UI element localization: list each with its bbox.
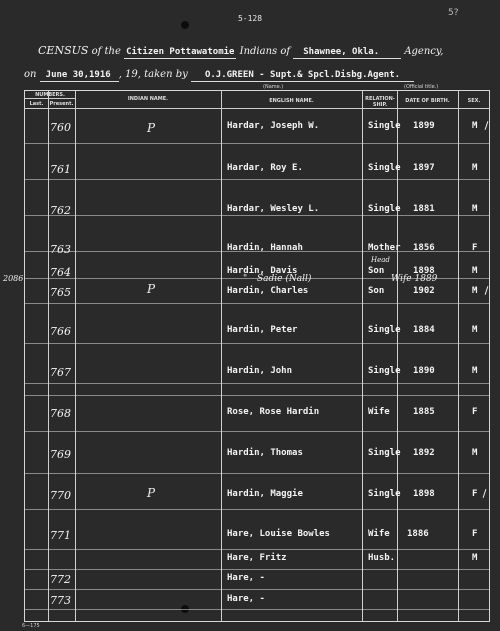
census-table bbox=[3, 90, 490, 622]
english-name: Hare, Fritz bbox=[227, 553, 287, 563]
official-name: O.J.GREEN - Supt.& Spcl.Disbg.Agent. bbox=[191, 70, 414, 82]
indian-name-header: INDIAN NAME. bbox=[127, 96, 169, 102]
sex: M bbox=[472, 366, 478, 376]
official-title-caption: (Official title.) bbox=[404, 84, 439, 90]
present-number: 762 bbox=[50, 204, 71, 217]
p-mark: P bbox=[147, 121, 156, 135]
binder-hole bbox=[181, 21, 189, 29]
sex: F bbox=[472, 489, 478, 499]
english-name: Hardin, Davis bbox=[227, 266, 298, 276]
sex: M bbox=[472, 204, 478, 214]
english-name: Hare, - bbox=[227, 594, 265, 604]
relationship: Single bbox=[368, 163, 401, 173]
sex: F bbox=[472, 407, 478, 417]
english-name: Hardin, Peter bbox=[227, 325, 298, 335]
last-header: Last. bbox=[29, 101, 44, 107]
sex: M bbox=[472, 121, 478, 131]
census-date-line bbox=[24, 69, 414, 80]
birth-year: 1899 bbox=[413, 121, 435, 131]
year-prefix: , 19 bbox=[118, 69, 138, 80]
relationship: Husb. bbox=[368, 553, 396, 563]
sex: F bbox=[472, 529, 478, 539]
birth-year: 1897 bbox=[413, 163, 435, 173]
p-mark: P bbox=[147, 282, 156, 296]
present-number: 761 bbox=[50, 163, 71, 176]
relationship: Wife bbox=[368, 407, 390, 417]
english-name: Hardin, Maggie bbox=[227, 489, 303, 499]
english-name: Hare, Louise Bowles bbox=[227, 529, 330, 539]
census-date: June 30,1916 bbox=[40, 70, 119, 82]
present-header: Present. bbox=[49, 101, 74, 107]
present-number: 768 bbox=[50, 407, 71, 420]
relationship: Single bbox=[368, 121, 401, 131]
census-word: CENSUS bbox=[38, 44, 89, 57]
sex: M bbox=[472, 266, 478, 276]
agency-word: Agency, bbox=[404, 46, 444, 57]
sex: M bbox=[472, 163, 478, 173]
sex: M bbox=[472, 325, 478, 335]
english-name: Rose, Rose Hardin bbox=[227, 407, 320, 417]
birth-year: 1856 bbox=[413, 243, 435, 253]
english-name: Hare, - bbox=[227, 573, 265, 583]
english-name: Hardin, Hannah bbox=[227, 243, 303, 253]
inserted-relation-dob: Wife 1889 bbox=[391, 274, 438, 284]
birth-year: 1898 bbox=[413, 266, 435, 276]
present-number: 770 bbox=[50, 489, 71, 502]
english-name: Hardin, Charles bbox=[227, 286, 309, 296]
present-number: 764 bbox=[50, 266, 71, 279]
name-caption: (Name.) bbox=[263, 84, 284, 90]
form-number: 5-128 bbox=[237, 14, 263, 23]
relationship: Single bbox=[368, 489, 401, 499]
birth-year: 1886 bbox=[407, 529, 429, 539]
birth-year: 1898 bbox=[413, 489, 435, 499]
sex: M bbox=[472, 286, 478, 296]
present-number: 772 bbox=[50, 573, 71, 586]
on-word: on bbox=[24, 69, 37, 80]
present-number: 763 bbox=[50, 243, 71, 256]
ditto-mark: " bbox=[243, 274, 248, 284]
present-number: 769 bbox=[50, 448, 71, 461]
footer-code: 6—175 bbox=[22, 623, 40, 629]
present-number: 766 bbox=[50, 325, 71, 338]
dob-header: DATE OF BIRTH. bbox=[405, 98, 450, 104]
birth-year: 1884 bbox=[413, 325, 435, 335]
present-number: 765 bbox=[50, 286, 71, 299]
handwritten-relation: Head bbox=[371, 256, 390, 264]
birth-year: 1892 bbox=[413, 448, 435, 458]
english-name-header: ENGLISH NAME. bbox=[269, 98, 314, 104]
check-stroke bbox=[483, 489, 487, 498]
english-name: Hardin, Thomas bbox=[227, 448, 303, 458]
present-number: 760 bbox=[50, 121, 71, 134]
p-mark: P bbox=[147, 486, 156, 500]
of-the-word: of the bbox=[91, 46, 121, 57]
present-number: 773 bbox=[50, 594, 71, 607]
check-stroke bbox=[485, 121, 489, 130]
present-number: 771 bbox=[50, 529, 71, 542]
sex: M bbox=[472, 448, 478, 458]
birth-year: 1881 bbox=[413, 204, 435, 214]
english-name: Hardin, John bbox=[227, 366, 293, 376]
check-stroke bbox=[485, 286, 489, 295]
relationship-header: RELATION-SHIP. bbox=[365, 96, 395, 108]
numbers-header: NUMBERS. bbox=[35, 92, 65, 98]
indians-of-word: Indians of bbox=[239, 46, 291, 57]
english-name: Hardar, Joseph W. bbox=[227, 121, 320, 131]
relationship: Single bbox=[368, 204, 401, 214]
relationship: Single bbox=[368, 448, 401, 458]
relationship: Single bbox=[368, 325, 401, 335]
english-name: Hardar, Wesley L. bbox=[227, 204, 320, 214]
agency-name: Shawnee, Okla. bbox=[293, 47, 401, 59]
sex: M bbox=[472, 553, 478, 563]
relationship: Wife bbox=[368, 529, 390, 539]
relationship: Single bbox=[368, 366, 401, 376]
english-name: Hardar, Roy E. bbox=[227, 163, 303, 173]
present-number: 767 bbox=[50, 366, 71, 379]
census-title-line bbox=[38, 44, 443, 57]
page-mark: 5? bbox=[448, 8, 459, 18]
relationship: Son bbox=[368, 286, 385, 296]
sex: F bbox=[472, 243, 478, 253]
relationship: Mother bbox=[368, 243, 401, 253]
taken-by-word: , taken by bbox=[137, 69, 188, 80]
birth-year: 1890 bbox=[413, 366, 435, 376]
relationship: Son bbox=[368, 266, 385, 276]
birth-year: 1885 bbox=[413, 407, 435, 417]
last-number-2086: 2086 bbox=[3, 274, 24, 283]
inserted-name: Sadie (Nall) bbox=[257, 274, 312, 284]
tribe-name: Citizen Pottawatomie bbox=[126, 47, 235, 57]
birth-year: 1902 bbox=[413, 286, 435, 296]
sex-header: SEX. bbox=[467, 98, 481, 104]
